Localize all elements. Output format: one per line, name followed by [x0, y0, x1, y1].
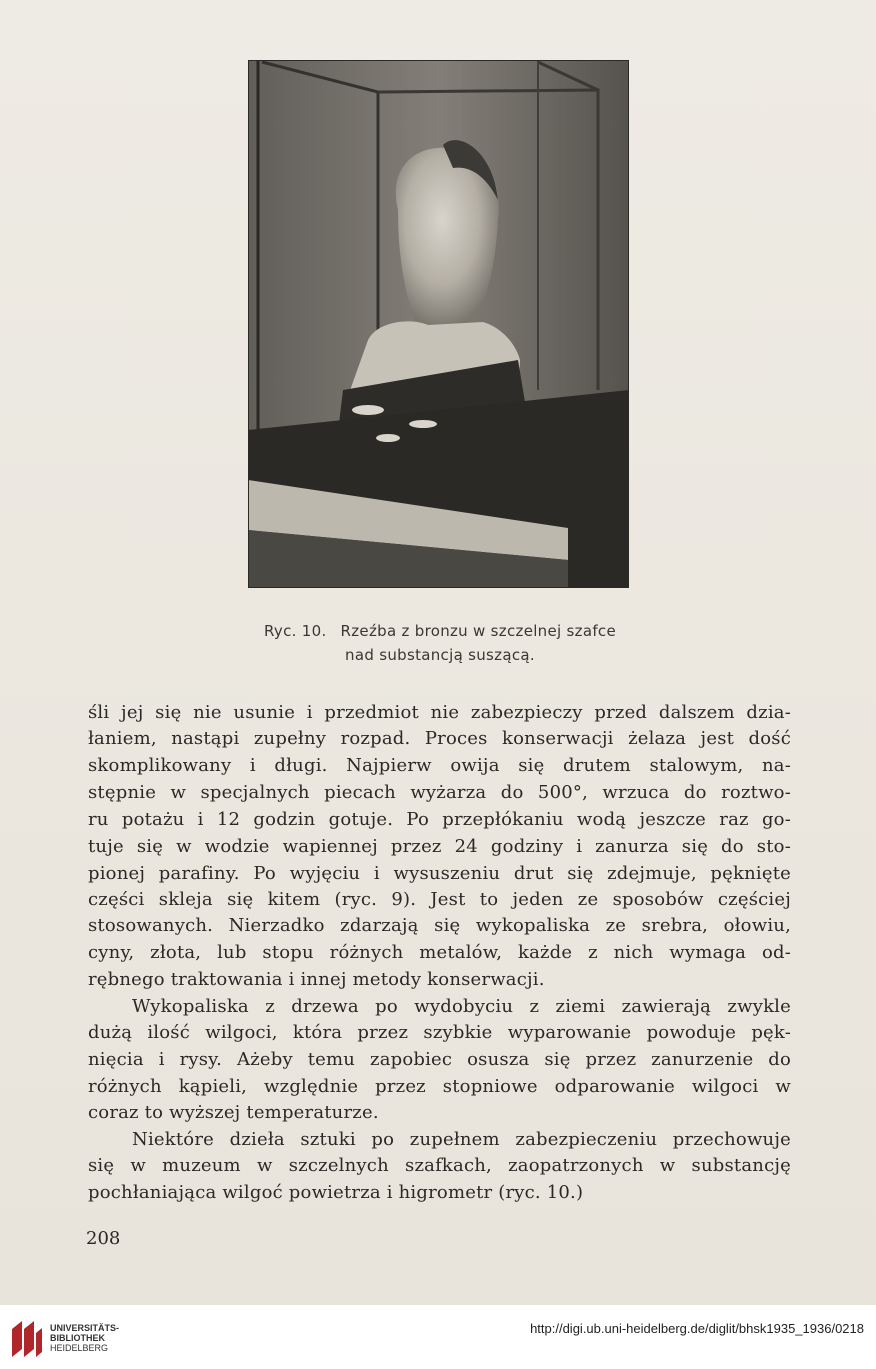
- library-name-line-1: UNIVERSITÄTS-: [50, 1323, 120, 1333]
- body-text-line: stosowanych. Nierzadko zdarzają się wykopaliska ze srebra, ołowiu,: [88, 915, 791, 936]
- body-text-line: łaniem, nastąpi zupełny rozpad. Proces konserwacji żelaza jest dość: [88, 728, 791, 749]
- body-text-line: skomplikowany i długi. Najpierw owija się drutem stalowym, na-: [88, 755, 791, 776]
- body-text-line: dużą ilość wilgoci, która przez szybkie wyparowanie powoduje pęk-: [88, 1022, 791, 1043]
- library-name-line-3: HEIDELBERG: [50, 1343, 109, 1353]
- figure-caption-label: Ryc. 10.: [264, 622, 327, 640]
- body-text-line: różnych kąpieli, względnie przez stopniowe odparowanie wilgoci w: [88, 1076, 791, 1097]
- paragraph-start-line: Wykopaliska z drzewa po wydobyciu z ziemi zawierają zwykle: [132, 996, 791, 1017]
- body-text-line: cyny, złota, lub stopu różnych metalów, każde z nich wymaga od-: [88, 942, 791, 963]
- body-text-line: pochłaniająca wilgoć powietrza i higrometr (ryc. 10.): [88, 1182, 584, 1203]
- body-text-line: stępnie w specjalnych piecach wyżarza do 500°, wrzuca do roztwo-: [88, 782, 791, 803]
- body-text-line: pionej parafiny. Po wyjęciu i wysuszeniu drut się zdejmuje, pęknięte: [88, 863, 791, 884]
- permalink-url[interactable]: http://digi.ub.uni-heidelberg.de/diglit/bhsk1935_1936/0218: [530, 1321, 864, 1336]
- figure-photo-sculpture-in-display-case: [248, 60, 629, 588]
- body-text-line: rębnego traktowania i innej metody konserwacji.: [88, 969, 545, 990]
- library-name-line-2: BIBLIOTHEK: [50, 1333, 105, 1343]
- body-text-line: tuje się w wodzie wapiennej przez 24 godziny i zanurza się do sto-: [88, 836, 791, 857]
- body-text-line: śli jej się nie usunie i przedmiot nie zabezpieczy przed dalszem dzia-: [88, 702, 791, 723]
- library-footer: [0, 1305, 876, 1369]
- figure-caption-line-1: [160, 622, 720, 640]
- body-text-line: części skleja się kitem (ryc. 9). Jest to jeden ze sposobów częściej: [88, 889, 791, 910]
- body-text-line: się w muzeum w szczelnych szafkach, zaopatrzonych w substancję: [88, 1155, 791, 1176]
- body-text-line: coraz to wyższej temperaturze.: [88, 1102, 379, 1123]
- library-logo-text: [50, 1323, 119, 1353]
- body-text-line: nięcia i rysy. Ażeby temu zapobiec osusza się przez zanurzenie do: [88, 1049, 791, 1070]
- paragraph-start-line: Niektóre dzieła sztuki po zupełnem zabezpieczeniu przechowuje: [132, 1129, 791, 1150]
- page-number: 208: [86, 1228, 121, 1249]
- body-text-line: ru potażu i 12 godzin gotuje. Po przepłókaniu wodą jeszcze raz go-: [88, 809, 791, 830]
- library-logo-icon: [10, 1319, 44, 1359]
- figure-caption-line-2: nad substancją suszącą.: [345, 646, 535, 664]
- figure-caption-text: Rzeźba z bronzu w szczelnej szafce: [340, 622, 616, 640]
